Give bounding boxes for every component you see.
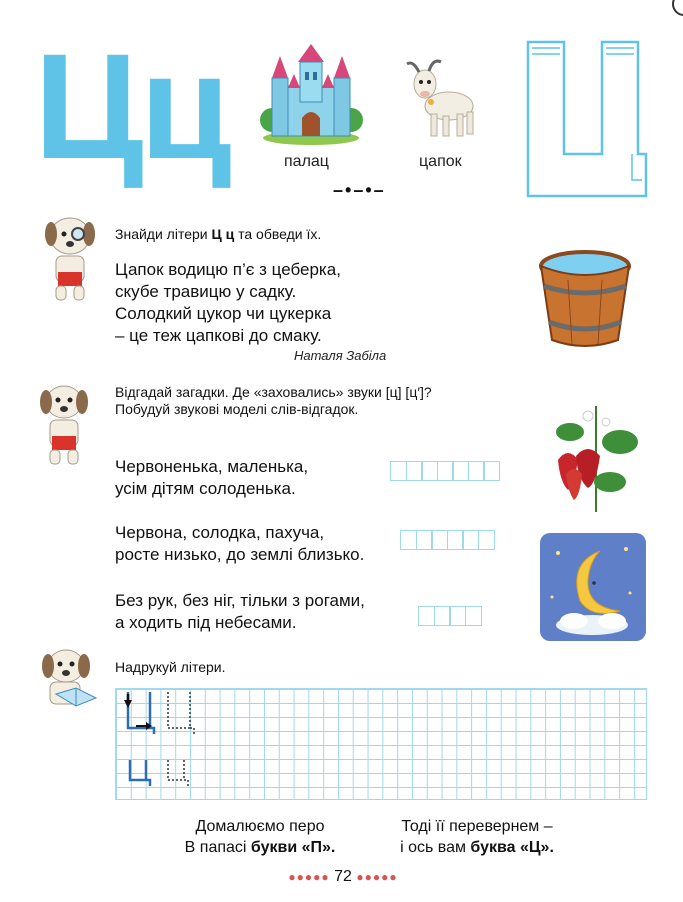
sound-box[interactable] <box>449 606 466 626</box>
sample-letter-lower <box>124 754 204 792</box>
answer-boxes-riddle-2[interactable] <box>400 530 493 550</box>
big-letters-heading: Цц <box>34 22 228 190</box>
sound-box[interactable] <box>465 606 482 626</box>
poem-line: скубе травицю у садку. <box>115 282 297 301</box>
sound-box[interactable] <box>390 461 407 481</box>
strawberry-illustration <box>548 402 643 520</box>
sound-box[interactable] <box>418 606 435 626</box>
decor-dots-right: ●●●●● <box>356 870 398 884</box>
sound-model: –•–•– <box>333 180 386 200</box>
sound-box[interactable] <box>434 606 451 626</box>
sound-box[interactable] <box>483 461 500 481</box>
page-number-area <box>268 868 418 886</box>
poem-line: Солодкий цукор чи цукерка <box>115 304 332 323</box>
bucket-illustration <box>530 244 640 352</box>
page-number: 72 <box>334 868 352 885</box>
poem <box>115 259 341 347</box>
task2-instruction: Відгадай загадки. Де «заховались» звуки [ц] [ц′]? Побудуй звукові моделі слів-відгадок. <box>115 384 432 417</box>
verse-left: Домалюємо перо В папасі букви «П». <box>184 818 336 856</box>
word-palace: палац <box>284 153 329 170</box>
outline-letter-ts <box>522 30 652 200</box>
word-goat: цапок <box>419 153 462 170</box>
verse-right: Тоді її перевернем – і ось вам буква «Ц». <box>400 818 554 856</box>
sound-box[interactable] <box>462 530 479 550</box>
moon-illustration <box>540 533 646 641</box>
decor-dots-left: ●●●●● <box>288 870 330 884</box>
sound-box[interactable] <box>421 461 438 481</box>
riddle-2: Червона, солодка, пахуча, росте низько, до землі близько. <box>115 523 365 564</box>
goat-illustration <box>405 58 480 140</box>
puppy-icon <box>36 380 92 468</box>
poem-line: Цапок водицю п’є з цеберка, <box>115 260 341 279</box>
sound-box[interactable] <box>478 530 495 550</box>
sound-box[interactable] <box>431 530 448 550</box>
task1-instruction: Знайди літери Ц ц та обведи їх. <box>115 226 322 242</box>
sound-box[interactable] <box>416 530 433 550</box>
poem-author: Наталя Забіла <box>294 348 387 363</box>
sound-box[interactable] <box>400 530 417 550</box>
sound-box[interactable] <box>447 530 464 550</box>
answer-boxes-riddle-1[interactable] <box>390 461 499 481</box>
poem-line: – це теж цапкові до смаку. <box>115 326 322 345</box>
sound-box[interactable] <box>452 461 469 481</box>
riddle-1: Червоненька, маленька, усім дітям солоденька. <box>115 457 309 498</box>
riddle-3: Без рук, без ніг, тільки з рогами, а ходить під небесами. <box>115 591 365 632</box>
answer-boxes-riddle-3[interactable] <box>418 606 480 626</box>
sound-box[interactable] <box>468 461 485 481</box>
sound-box[interactable] <box>437 461 454 481</box>
task3-instruction: Надрукуй літери. <box>115 659 226 675</box>
puppy-magnifier-icon <box>42 212 100 304</box>
sound-box[interactable] <box>406 461 423 481</box>
page-corner-mark <box>672 0 683 16</box>
castle-illustration <box>258 42 364 146</box>
sample-letter-upper <box>122 690 202 736</box>
puppy-reading-icon <box>36 644 100 716</box>
